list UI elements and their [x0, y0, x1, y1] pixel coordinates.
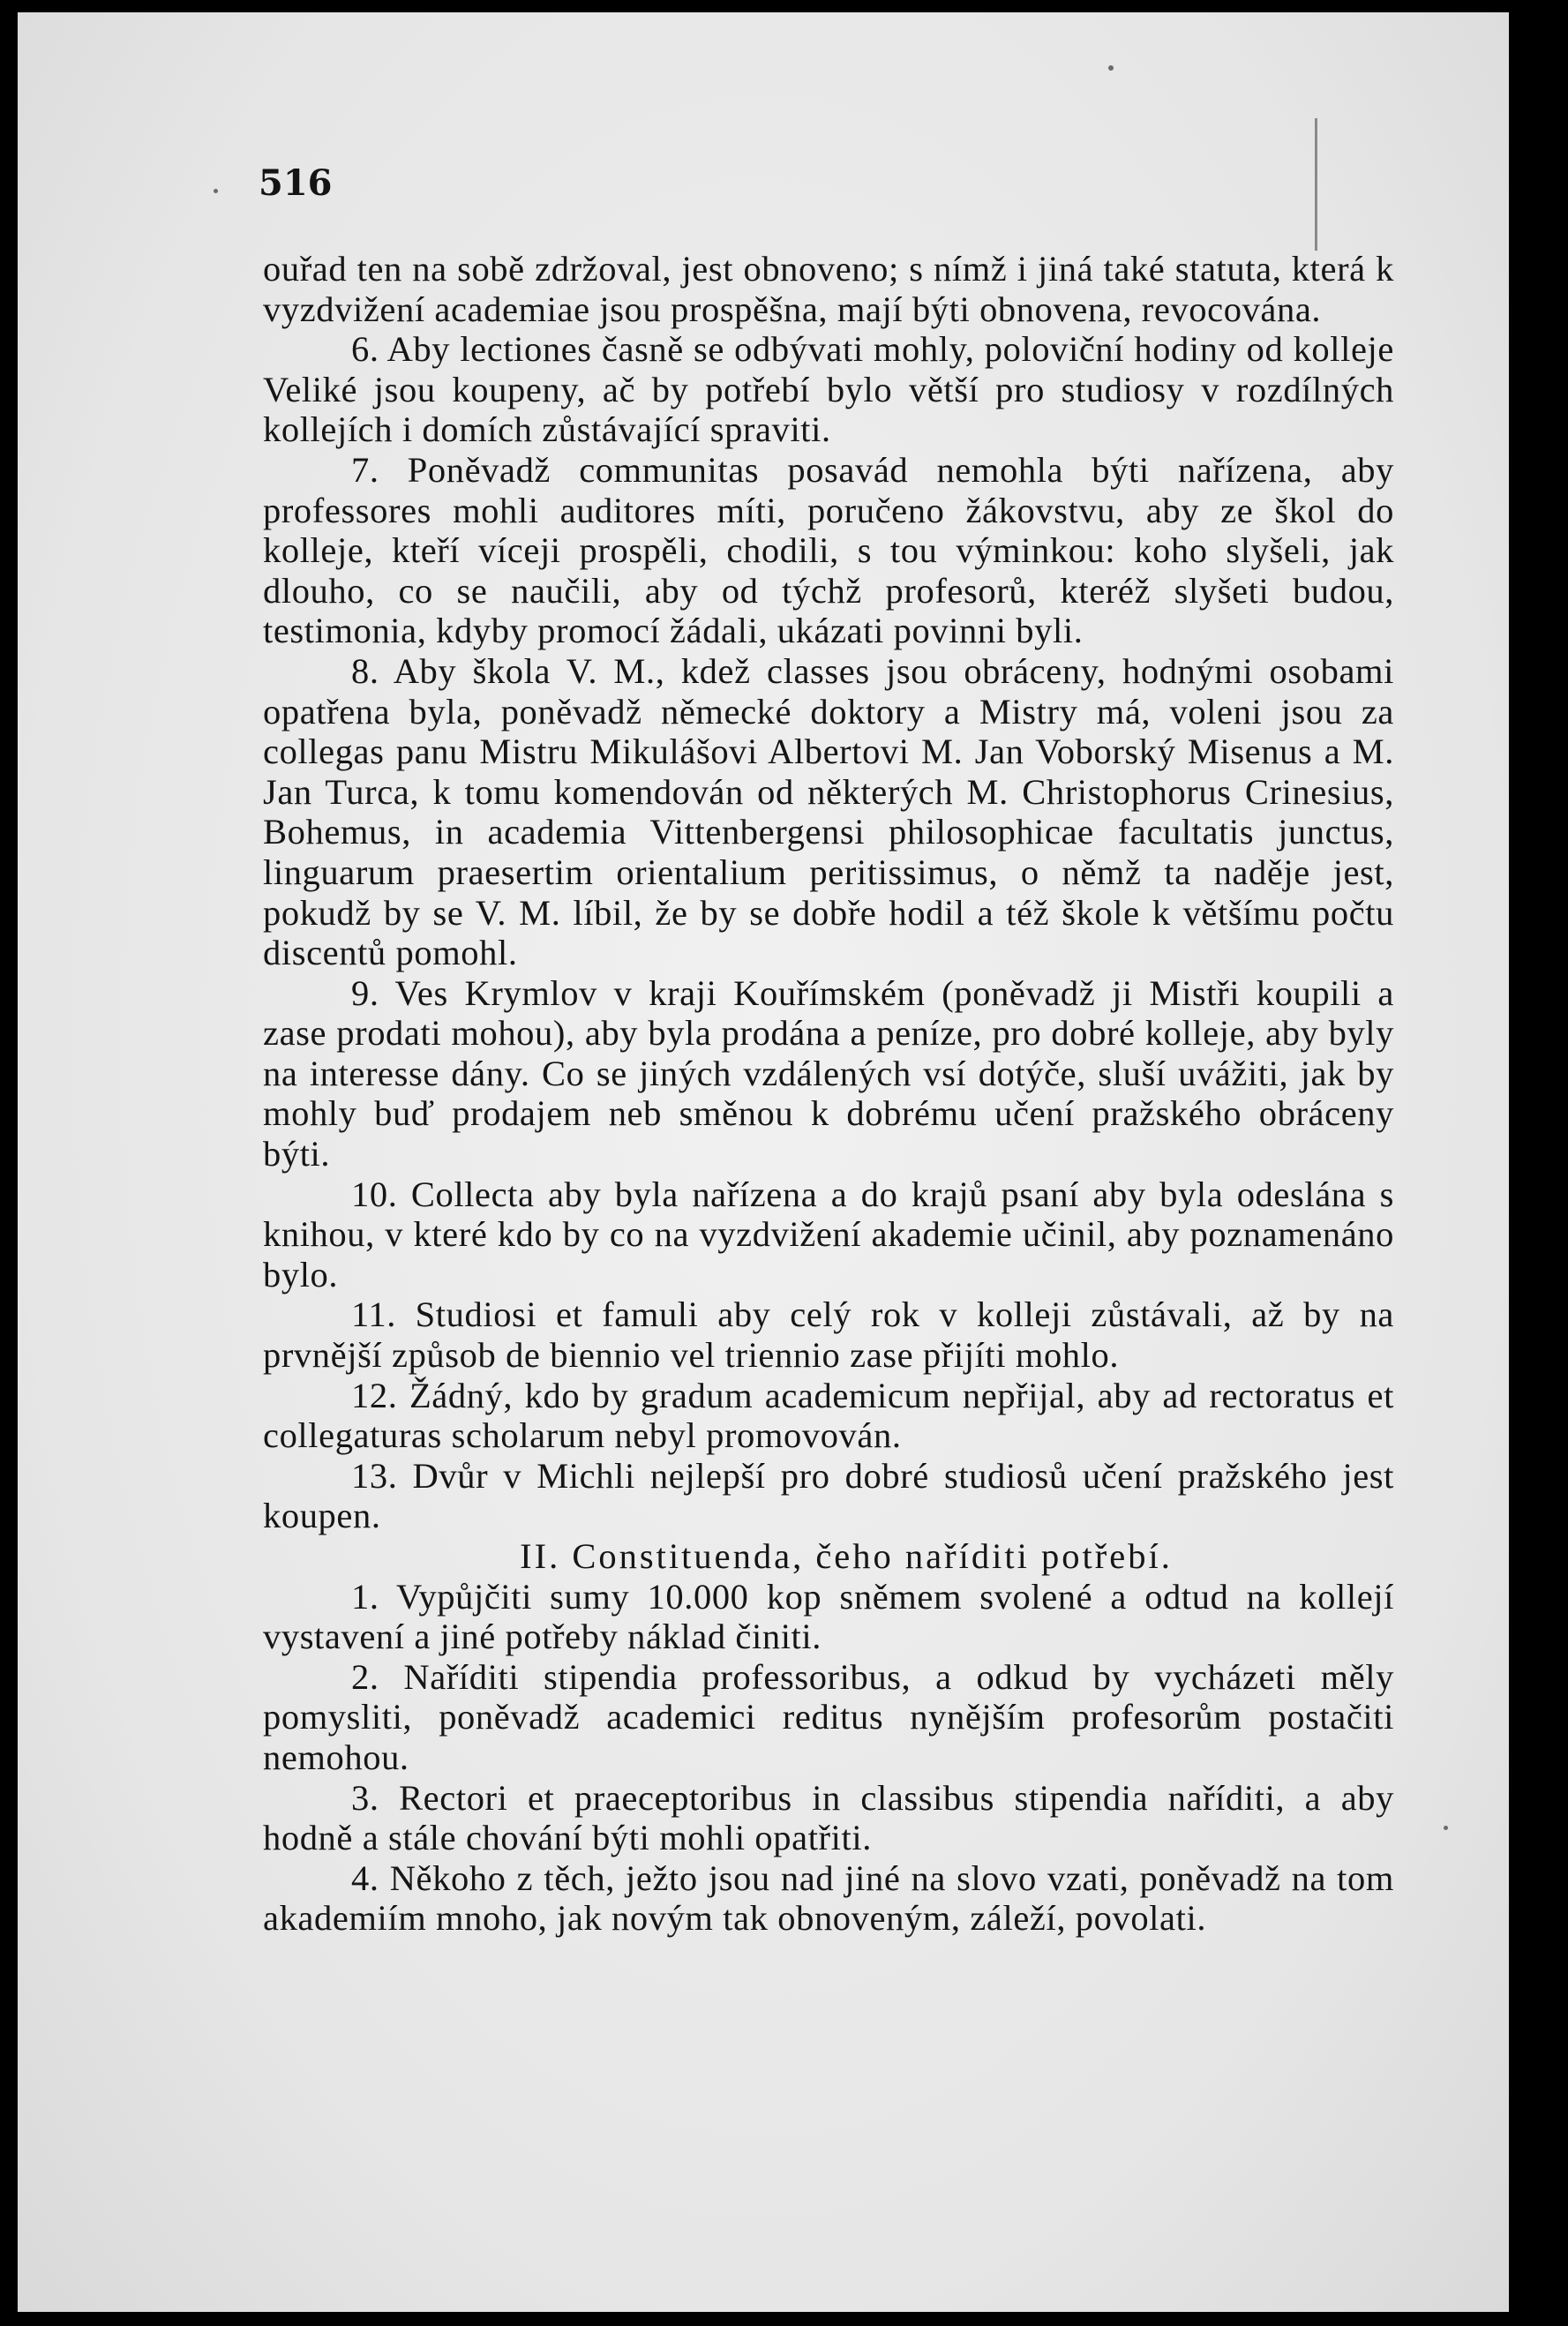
paragraph-continuation: ouřad ten na sobě zdržoval, jest obnoveno; s nímž i jiná také statuta, která k vyzdvižení academiae jsou prospěšna, mají býti obnovena, revocována. — [263, 249, 1394, 329]
paragraph-10: 10. Collecta aby byla nařízena a do krajů psaní aby byla odeslána s knihou, v které kdo by co na vyzdvižení akademie učinil, aby poznamenáno bylo. — [263, 1174, 1394, 1294]
page-number: 516 — [259, 162, 333, 204]
body-text — [263, 249, 1394, 1939]
constituenda-3: 3. Rectori et praeceptoribus in classibus stipendia naříditi, a aby hodně a stále chování býti mohli opatřiti. — [263, 1777, 1394, 1858]
ink-speck — [1108, 65, 1114, 71]
paragraph-6: 6. Aby lectiones časně se odbývati mohly, poloviční hodiny od kolleje Veliké jsou koupeny, ač by potřebí bylo větší pro studiosy v rozdílných kollejích i domích zůstávající spraviti. — [263, 329, 1394, 450]
constituenda-4: 4. Někoho z těch, ježto jsou nad jiné na slovo vzati, poněvadž na tom akademiím mnoho, jak novým tak obnoveným, záleží, povolati. — [263, 1857, 1394, 1939]
ink-speck — [1444, 1826, 1448, 1830]
scanned-page — [18, 12, 1509, 2312]
constituenda-2: 2. Naříditi stipendia professoribus, a odkud by vycházeti měly pomysliti, poněvadž academici reditus nynějším profesorům postačiti nemohou. — [263, 1656, 1394, 1777]
paragraph-11: 11. Studiosi et famuli aby celý rok v kolleji zůstávali, až by na prvnější způsob de biennio vel triennio zase přijíti mohlo. — [263, 1294, 1394, 1376]
ink-speck — [214, 189, 218, 193]
constituenda-1: 1. Vypůjčiti sumy 10.000 kop sněmem svolené a odtud na kollejí vystavení a jiné potřeby náklad činiti. — [263, 1576, 1394, 1657]
paragraph-7: 7. Poněvadž communitas posavád nemohla býti nařízena, aby professores mohli auditores míti, poručeno žákovstvu, aby ze škol do kolleje, kteří víceji prospěli, chodili, s tou výminkou: koho slyšeli, jak dlouho, co se naučili, aby od týchž profesorů, kteréž slyšeti budou, testimonia, kdyby promocí žádali, ukázati povinni byli. — [263, 449, 1394, 651]
margin-stroke-mark — [1315, 118, 1317, 251]
paragraph-9: 9. Ves Krymlov v kraji Kouřímském (poněvadž ji Mistři koupili a zase prodati mohou), aby byla prodána a peníze, pro dobré kolleje, aby byly na interesse dány. Co se jiných vzdálených vsí dotýče, sluší uvážiti, jak by mohly buď prodajem neb směnou k dobrému učení pražského obráceny býti. — [263, 972, 1394, 1174]
section-heading: II. Constituenda, čeho naříditi potřebí. — [520, 1536, 1173, 1576]
paragraph-8: 8. Aby škola V. M., kdež classes jsou obráceny, hodnými osobami opatřena byla, poněvadž německé doktory a Mistry má, voleni jsou za collegas panu Mistru Mikulášovi Albertovi M. Jan Voborský Misenus a M. Jan Turca, k tomu komendován od některých M. Christophorus Crinesius, Bohemus, in academia Vittenbergensi philosophicae facultatis junctus, linguarum praesertim orientalium peritissimus, o němž ta naděje jest, pokudž by se V. M. líbil, že by se dobře hodil a též škole k většímu počtu discentů pomohl. — [263, 650, 1394, 973]
paragraph-12: 12. Žádný, kdo by gradum academicum nepřijal, aby ad rectoratus et collegaturas scholarum nebyl promovován. — [263, 1375, 1394, 1456]
paragraph-13: 13. Dvůr v Michli nejlepší pro dobré studiosů učení pražského jest koupen. — [263, 1455, 1394, 1536]
